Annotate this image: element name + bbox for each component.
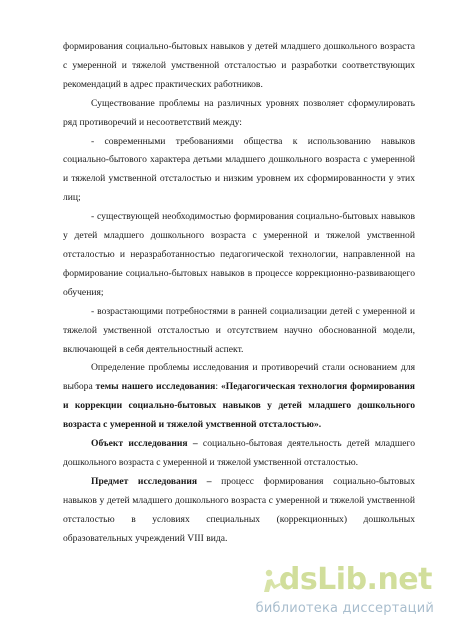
list-item-contradiction-3: - возрастающими потребностями в ранней социализации детей с умеренной и тяжелой умственной отсталостью и отсутствием научно обоснованной модели, включающей в себя деятельностный аспект.	[63, 305, 415, 355]
paragraph-research-topic	[63, 359, 415, 435]
watermark	[255, 562, 436, 616]
subject-text: процесс формирования социально-бытовых навыков у детей младшего дошкольного возраста с умеренной и тяжелой умственной отсталостью в условиях специальных (коррекционных) дошкольных образовательных учреждений VIII вида.	[63, 475, 416, 544]
topic-label: темы нашего исследования	[95, 381, 216, 393]
paragraph-research-object	[63, 435, 415, 473]
subject-label: Предмет исследования –	[91, 475, 212, 487]
topic-colon: :	[215, 381, 221, 393]
object-label: Объект исследования –	[91, 438, 198, 450]
topic-lead-text: Определение проблемы исследования и противоречий стали основанием для выбора	[63, 362, 415, 393]
object-text: социально-бытовая деятельность детей младшего дошкольного возраста с умеренной и тяжелой умственной отсталостью.	[63, 438, 415, 468]
paragraph-problem: Существование проблемы на различных уровнях позволяет сформулировать ряд противоречий и несоответствий между:	[63, 97, 415, 128]
paragraph-research-subject	[63, 473, 415, 549]
topic-title: «Педагогическая технология формирования и коррекции социально-бытовых навыков у детей младшего дошкольного возраста с умеренной и тяжелой умственной отсталостью».	[63, 381, 415, 431]
document-page	[63, 38, 415, 548]
watermark-logo: dsLib.net	[278, 562, 432, 597]
list-item-contradiction-1: - современными требованиями общества к использованию навыков социально-бытового характера детьми младшего дошкольного возраста с умеренной и тяжелой умственной отсталостью и низким уровнем их сформированности у этих лиц;	[63, 135, 415, 204]
list-item-contradiction-2: - существующей необходимостью формирования социально-бытовых навыков у детей младшего дошкольного возраста с умеренной и тяжелой умственной отсталостью и неразработанностью педагогической технологии, направленной на формирование социально-бытовых навыков в процессе коррекционно-развивающего обучения;	[63, 211, 415, 298]
paragraph-intro-continuation: формирования социально-бытовых навыков у детей младшего дошкольного возраста с умеренной и тяжелой умственной отсталостью и разработки соответствующих рекомендаций в адрес практических работников.	[63, 41, 415, 90]
watermark-subtitle: библиотека диссертаций	[255, 601, 434, 616]
